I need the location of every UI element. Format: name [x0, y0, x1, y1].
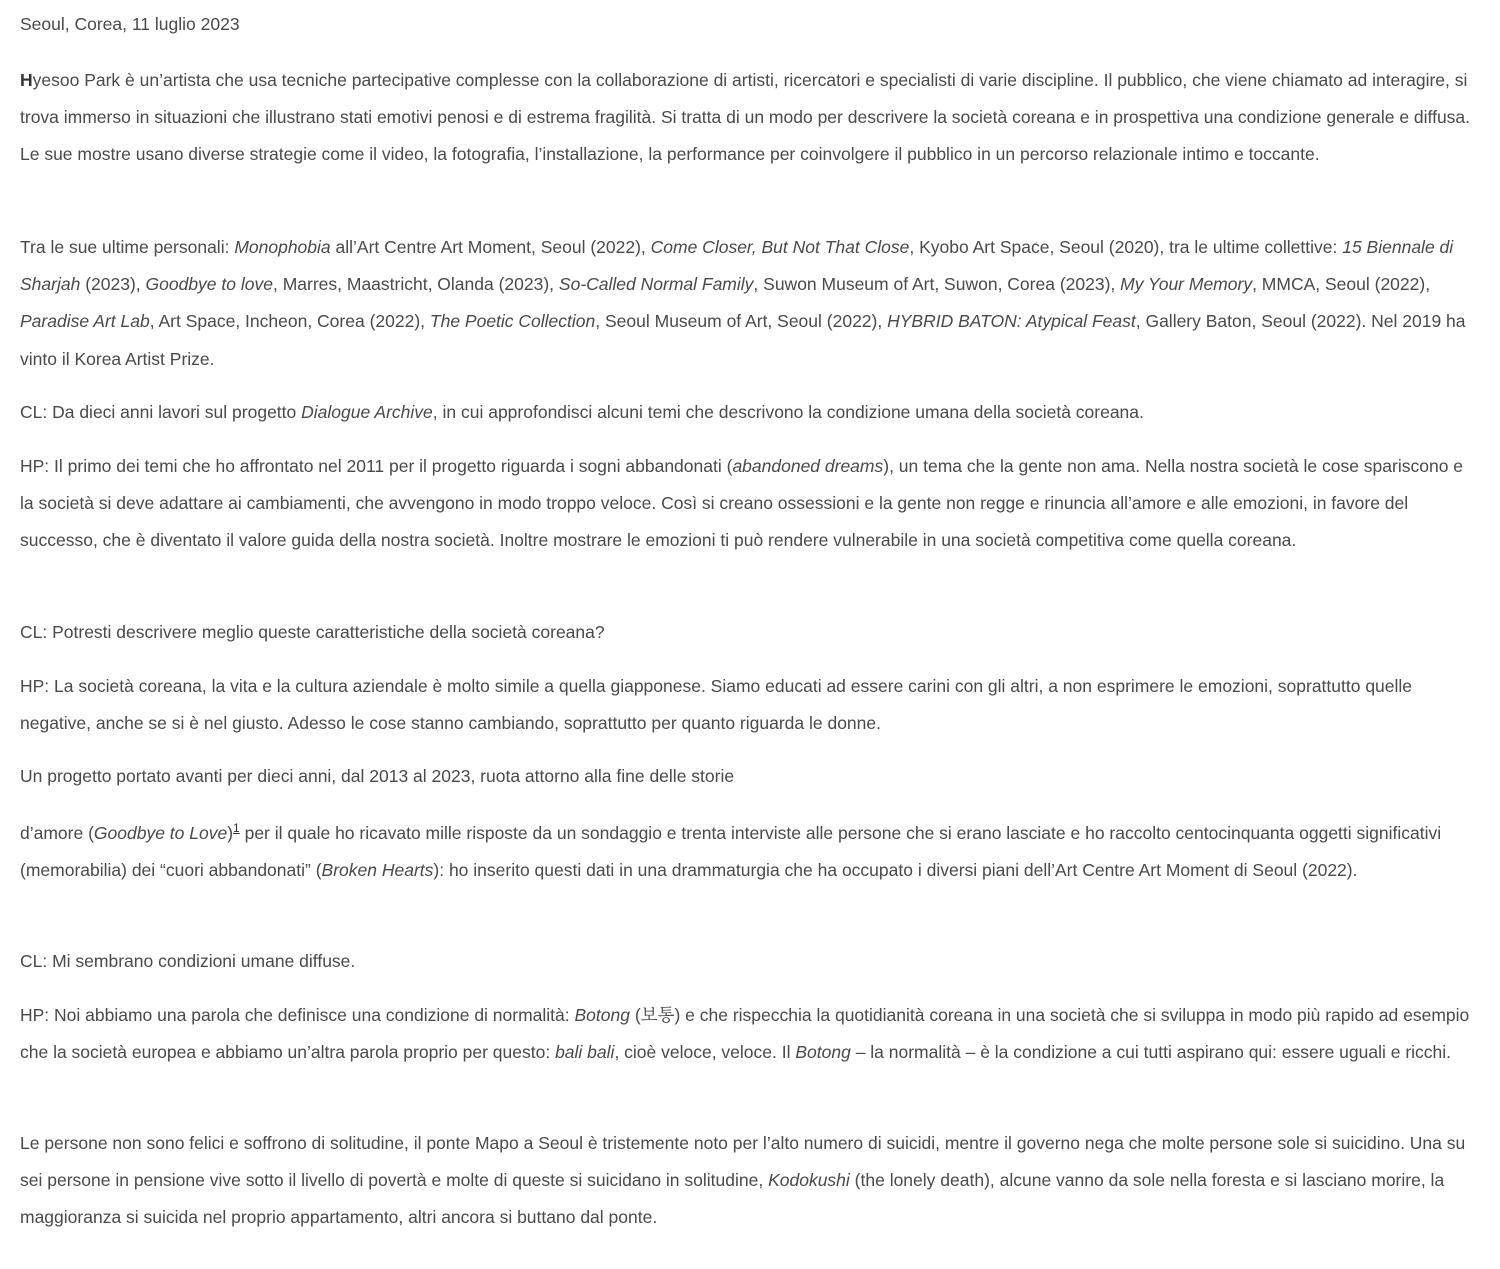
body-paragraph: Un progetto portato avanti per dieci anni, dal 2013 al 2023, ruota attorno alla fine delle storie — [20, 766, 735, 786]
exhibition-title: So-Called Normal Family — [558, 274, 754, 295]
text-run: per il quale ho ricavato mille risposte da un sondaggio e trenta interviste alle persone che si erano lasciate e ho raccolto centocinquanta oggetti significativi (memorabilia) dei “cuori abbandonati” ( — [20, 823, 1442, 881]
exhibition-title: The Poetic Collection — [429, 311, 596, 332]
text-run: , Marres, Maastricht, Olanda (2023), — [272, 274, 559, 295]
answer-paragraph — [20, 448, 1475, 560]
term: Botong — [574, 1005, 630, 1025]
exhibition-title: 15 Biennale di Sharjah — [20, 237, 1454, 295]
text-run: ) — [227, 823, 234, 843]
exhibition-title: HYBRID BATON: Atypical Feast — [887, 311, 1136, 332]
body-paragraph — [20, 815, 1475, 889]
term: Kodokushi — [768, 1170, 850, 1191]
body-paragraph — [20, 1125, 1475, 1237]
text-run: , Seoul Museum of Art, Seoul (2022), — [595, 311, 888, 332]
text-run: Le persone non sono felici e soffrono di solitudine, il ponte Mapo a Seoul è tristemente noto per l’alto numero di suicidi, mentre il governo nega che molte persone sole si suicidino. Una su sei persone in pensione vive sotto il livello di povertà e molte di queste si suicidano in solitudine, — [20, 1133, 1466, 1191]
text-run: , Kyobo Art Space, Seoul (2020), tra le ultime collettive: — [909, 237, 1343, 257]
question-paragraph: CL: Mi sembrano condizioni umane diffuse. — [20, 951, 356, 971]
answer-paragraph — [20, 997, 1475, 1071]
exhibition-title: My Your Memory — [1120, 274, 1253, 295]
answer-paragraph: HP: La società coreana, la vita e la cultura aziendale è molto simile a quella giapponese. Siamo educati ad essere carini con gli altri, a non esprimere le emozioni, soprattutto quelle negative, anche se si è nel giusto. Adesso le cose stanno cambiando, soprattutto per quanto riguarda le donne. — [20, 676, 1413, 734]
term: bali bali — [555, 1042, 615, 1063]
drop-cap: H — [20, 70, 33, 90]
exhibition-title: Come Closer, But Not That Close — [650, 237, 910, 257]
term: Botong — [795, 1042, 851, 1063]
exhibition-title: Monophobia — [234, 237, 331, 257]
text-run: Tra le sue ultime personali: — [20, 237, 235, 257]
project-title: Broken Hearts — [321, 860, 434, 881]
text-run: (2023), — [80, 274, 146, 295]
theme-title: abandoned dreams — [732, 456, 884, 476]
text-run: , Suwon Museum of Art, Suwon, Corea (2023), — [753, 274, 1121, 295]
intro-paragraph — [20, 62, 1475, 174]
text-run: ), un tema che la gente non ama. Nella nostra società le cose spariscono e la società si deve adattare ai cambiamenti, che avvengono in modo troppo veloce. Così si creano ossessioni e la gente non regge e rinuncia all’amore e alle emozioni, in favore del successo, che è diventato il valore guida della nostra società. Inoltre mostrare le emozioni ti può rendere vulnerabile in una società competitiva come quella coreana. — [20, 456, 1464, 551]
exhibition-title: Goodbye to love — [145, 274, 273, 295]
text-run: – la normalità – è la condizione a cui tutti aspirano qui: essere uguali e ricchi. — [850, 1042, 1452, 1063]
text-run: (the lonely death), alcune vanno da sole nella foresta e si lasciano morire, la maggioranza si suicida nel proprio appartamento, altri ancora si buttano dal ponte. — [20, 1170, 1445, 1228]
question-paragraph: CL: Potresti descrivere meglio queste caratteristiche della società coreana? — [20, 622, 605, 642]
text-run: , Art Space, Incheon, Corea (2022), — [149, 311, 430, 332]
text-run: (보통) e che rispecchia la quotidianità coreana in una società che si sviluppa in modo più rapido ad esempio che la società europea e abbiamo un’altra parola proprio per questo: — [20, 1005, 1470, 1063]
text-run: all’Art Centre Art Moment, Seoul (2022), — [330, 237, 651, 257]
project-title: Dialogue Archive — [301, 402, 433, 422]
dateline: Seoul, Corea, 11 luglio 2023 — [20, 14, 240, 34]
project-title: Goodbye to Love — [93, 823, 228, 843]
exhibition-title: Paradise Art Lab — [20, 311, 150, 332]
text-run: d’amore ( — [20, 823, 94, 843]
text-run: HP: Il primo dei temi che ho affrontato nel 2011 per il progetto riguarda i sogni abbandonati ( — [20, 456, 733, 476]
text-run: , in cui approfondisci alcuni temi che descrivono la condizione umana della società coreana. — [432, 402, 1144, 422]
exhibitions-paragraph — [20, 229, 1475, 378]
footnote-link[interactable]: 1 — [233, 821, 240, 836]
intro-text: yesoo Park è un’artista che usa tecniche partecipative complesse con la collaborazione di artisti, ricercatori e specialisti di varie discipline. Il pubblico, che viene chiamato ad interagire, si trova immerso in situazioni che illustrano stati emotivi penosi e di estrema fragilità. Si tratta di un modo per descrivere la società coreana e in prospettiva una condizione generale e diffusa. Le sue mostre usano diverse strategie come il video, la fotografia, l’installazione, la performance per coinvolgere il pubblico in un percorso relazionale intimo e toccante. — [20, 70, 1471, 165]
text-run: , cioè veloce, veloce. Il — [614, 1042, 796, 1063]
text-run: HP: Noi abbiamo una parola che definisce una condizione di normalità: — [20, 1005, 575, 1025]
text-run: ): ho inserito questi dati in una drammaturgia che ha occupato i diversi piani dell’Art Centre Art Moment di Seoul (2022). — [433, 860, 1358, 881]
text-run: CL: Da dieci anni lavori sul progetto — [20, 402, 302, 422]
text-run: , MMCA, Seoul (2022), — [1252, 274, 1431, 295]
text-run: , Gallery Baton, Seoul (2022). Nel 2019 ha vinto il Korea Artist Prize. — [20, 311, 1466, 369]
question-paragraph — [20, 394, 1475, 431]
